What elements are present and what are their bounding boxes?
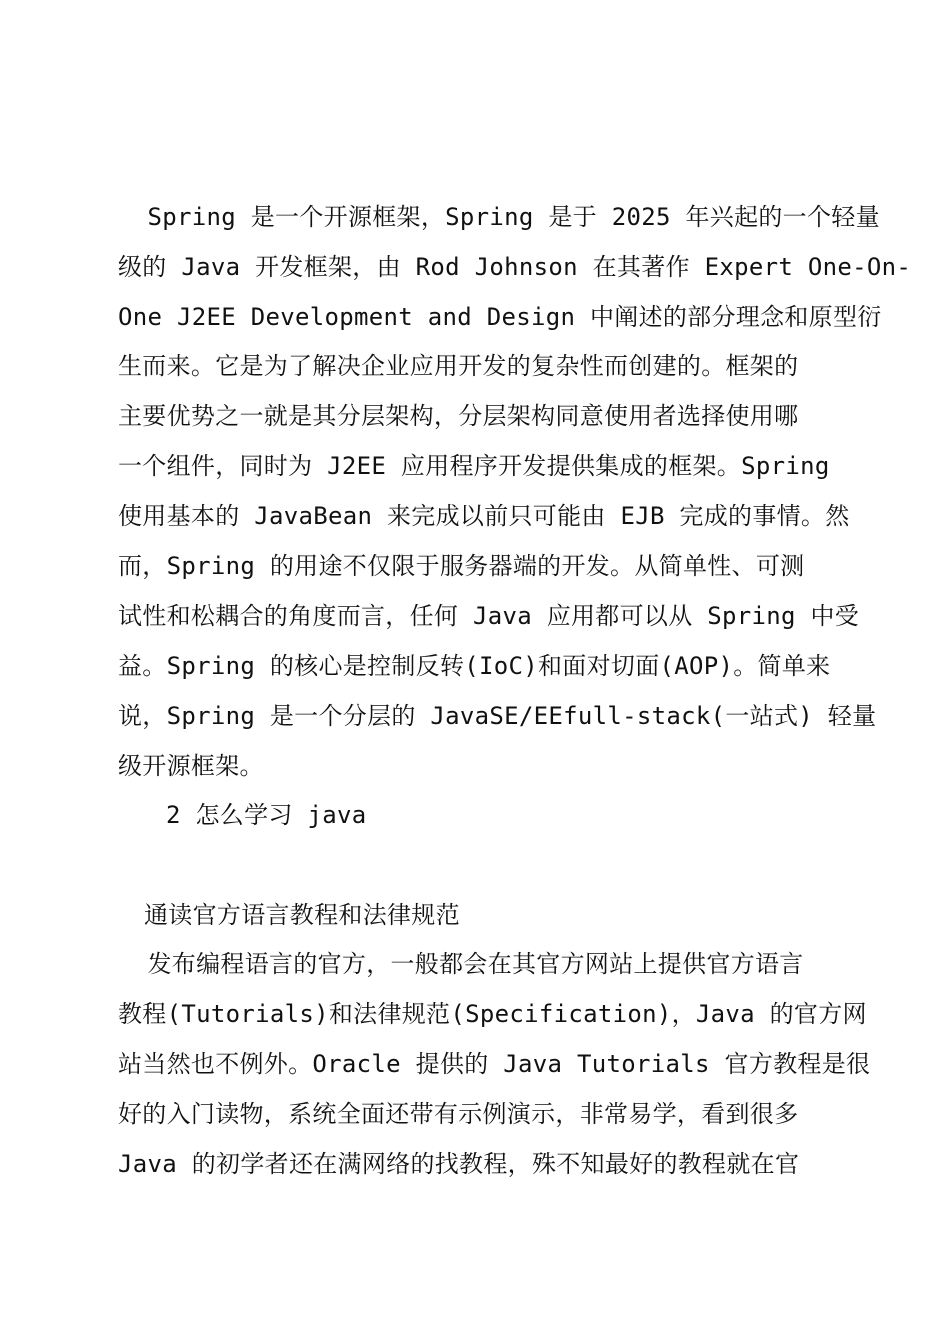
paragraph-1-line: One J2EE Development and Design 中阐述的部分理念和原型衍: [118, 303, 882, 331]
section-subheading: 通读官方语言教程和法律规范: [144, 901, 460, 929]
paragraph-2-line: 发布编程语言的官方，一般都会在其官方网站上提供官方语言: [118, 950, 804, 978]
paragraph-1-line: 生而来。它是为了解决企业应用开发的复杂性而创建的。框架的: [118, 352, 799, 380]
paragraph-1-line: 说，Spring 是一个分层的 JavaSE/EEfull-stack(一站式) 轻量: [118, 702, 877, 730]
paragraph-2-line: 好的入门读物，系统全面还带有示例演示，非常易学，看到很多: [118, 1100, 799, 1128]
paragraph-2-line: 教程(Tutorials)和法律规范(Specification)，Java 的官方网: [118, 1000, 867, 1028]
paragraph-1-line: 级开源框架。: [118, 752, 264, 780]
paragraph-1-line: 主要优势之一就是其分层架构，分层架构同意使用者选择使用哪: [118, 402, 799, 430]
paragraph-1-line: 试性和松耦合的角度而言，任何 Java 应用都可以从 Spring 中受: [118, 602, 860, 630]
paragraph-1-line: 一个组件，同时为 J2EE 应用程序开发提供集成的框架。Spring: [118, 452, 830, 480]
paragraph-2-line: 站当然也不例外。Oracle 提供的 Java Tutorials 官方教程是很: [118, 1050, 871, 1078]
paragraph-1-line: Spring 是一个开源框架，Spring 是于 2025 年兴起的一个轻量: [118, 203, 880, 231]
paragraph-1-line: 益。Spring 的核心是控制反转(IoC)和面对切面(AOP)。简单来: [118, 652, 831, 680]
paragraph-1-line: 级的 Java 开发框架，由 Rod Johnson 在其著作 Expert One-On-: [118, 253, 912, 281]
section-heading: 2 怎么学习 java: [166, 801, 367, 829]
paragraph-2-line: Java 的初学者还在满网络的找教程，殊不知最好的教程就在官: [118, 1150, 800, 1178]
paragraph-1-line: 使用基本的 JavaBean 来完成以前只可能由 EJB 完成的事情。然: [118, 502, 850, 530]
paragraph-1-line: 而，Spring 的用途不仅限于服务器端的开发。从简单性、可测: [118, 552, 805, 580]
